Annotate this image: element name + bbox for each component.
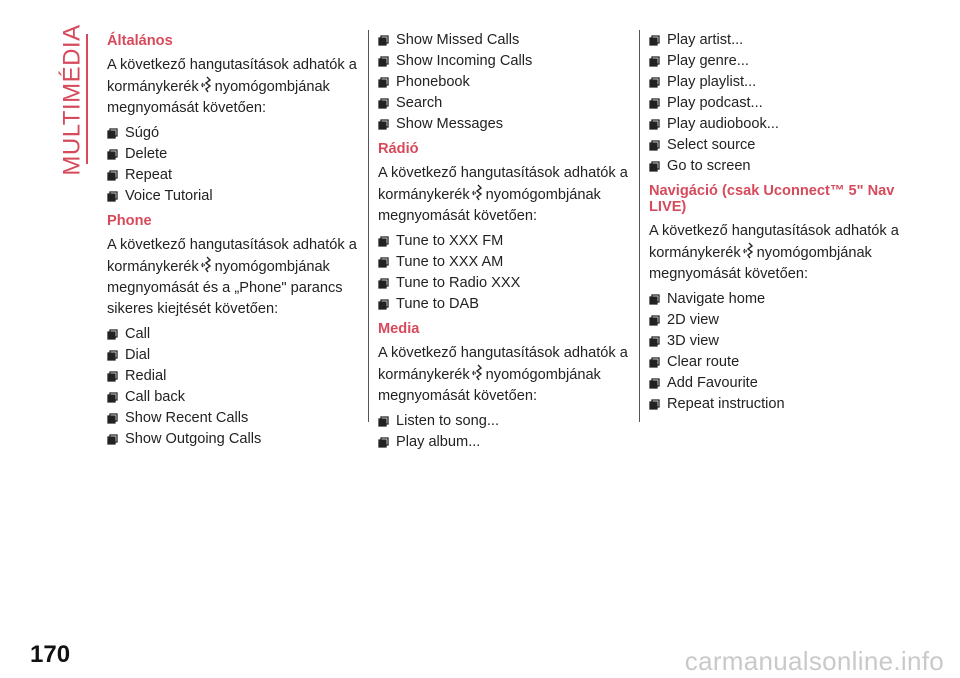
list-item: Call	[107, 324, 362, 345]
list-item: Tune to XXX AM	[378, 252, 633, 273]
list-item: Repeat instruction	[649, 394, 911, 415]
list-phone	[107, 324, 362, 450]
voice-command-icon	[471, 184, 485, 201]
checkbox-square-icon	[649, 357, 660, 368]
checkbox-square-icon	[107, 350, 118, 361]
list-item: Show Messages	[378, 114, 633, 135]
heading-phone: Phone	[107, 213, 152, 229]
list-item: Play podcast...	[649, 93, 911, 114]
list-item: Repeat	[107, 165, 362, 186]
checkbox-square-icon	[378, 278, 389, 289]
voice-command-icon	[742, 242, 756, 259]
checkbox-square-icon	[107, 149, 118, 160]
list-item: Add Favourite	[649, 373, 911, 394]
list-item: 2D view	[649, 310, 911, 331]
watermark: carmanualsonline.info	[684, 646, 944, 676]
list-general	[107, 123, 362, 207]
column-3	[649, 30, 911, 421]
checkbox-square-icon	[107, 413, 118, 424]
list-item: Show Missed Calls	[378, 30, 633, 51]
voice-command-icon	[200, 256, 214, 273]
list-item: Show Outgoing Calls	[107, 429, 362, 450]
checkbox-square-icon	[649, 119, 660, 130]
list-item: Redial	[107, 366, 362, 387]
checkbox-square-icon	[649, 336, 660, 347]
checkbox-square-icon	[649, 77, 660, 88]
list-radio	[378, 231, 633, 315]
checkbox-square-icon	[107, 371, 118, 382]
column-2	[378, 30, 633, 459]
checkbox-square-icon	[649, 56, 660, 67]
checkbox-square-icon	[378, 416, 389, 427]
list-item: Call back	[107, 387, 362, 408]
checkbox-square-icon	[378, 119, 389, 130]
heading-media: Media	[378, 321, 420, 337]
checkbox-square-icon	[378, 299, 389, 310]
list-item: Show Incoming Calls	[378, 51, 633, 72]
checkbox-square-icon	[649, 399, 660, 410]
list-item: Play audiobook...	[649, 114, 911, 135]
page-number: 170	[30, 641, 71, 668]
checkbox-square-icon	[649, 161, 660, 172]
section-title: MULTIMÉDIA	[59, 24, 87, 176]
list-item: Listen to song...	[378, 411, 633, 432]
column-1	[107, 30, 362, 456]
intro-radio: A következő hangutasítások adhatók a kormánykerék nyomógombjának megnyomását követően:	[378, 165, 628, 224]
list-item: Dial	[107, 345, 362, 366]
heading-navigation: Navigáció (csak Uconnect™ 5" Nav LIVE)	[649, 183, 895, 215]
checkbox-square-icon	[378, 35, 389, 46]
voice-command-icon	[471, 364, 485, 381]
list-item: Tune to DAB	[378, 294, 633, 315]
checkbox-square-icon	[649, 378, 660, 389]
list-phone-continued	[378, 30, 633, 135]
list-item: 3D view	[649, 331, 911, 352]
checkbox-square-icon	[107, 434, 118, 445]
list-item: Play genre...	[649, 51, 911, 72]
heading-general: Általános	[107, 33, 173, 49]
checkbox-square-icon	[649, 98, 660, 109]
list-item: Súgó	[107, 123, 362, 144]
checkbox-square-icon	[378, 257, 389, 268]
checkbox-square-icon	[649, 315, 660, 326]
checkbox-square-icon	[107, 392, 118, 403]
checkbox-square-icon	[378, 98, 389, 109]
list-item: Clear route	[649, 352, 911, 373]
checkbox-square-icon	[107, 191, 118, 202]
list-item: Voice Tutorial	[107, 186, 362, 207]
section-divider	[86, 34, 88, 164]
checkbox-square-icon	[649, 35, 660, 46]
intro-phone: A következő hangutasítások adhatók a kormánykerék nyomógombjának megnyomását és a „Phone" parancs sikeres kiejtését követően:	[107, 237, 357, 317]
checkbox-square-icon	[649, 140, 660, 151]
list-item: Play album...	[378, 432, 633, 453]
list-item: Show Recent Calls	[107, 408, 362, 429]
checkbox-square-icon	[107, 128, 118, 139]
list-item: Phonebook	[378, 72, 633, 93]
intro-general: A következő hangutasítások adhatók a kormánykerék nyomógombjának megnyomását követően:	[107, 57, 357, 116]
intro-navigation: A következő hangutasítások adhatók a kormánykerék nyomógombjának megnyomását követően:	[649, 223, 899, 282]
list-item: Play playlist...	[649, 72, 911, 93]
list-item: Delete	[107, 144, 362, 165]
column-divider	[639, 30, 640, 422]
checkbox-square-icon	[107, 170, 118, 181]
list-media-continued	[649, 30, 911, 177]
list-item: Go to screen	[649, 156, 911, 177]
intro-media: A következő hangutasítások adhatók a kormánykerék nyomógombjának megnyomását követően:	[378, 345, 628, 404]
list-media	[378, 411, 633, 453]
list-item: Play artist...	[649, 30, 911, 51]
checkbox-square-icon	[649, 294, 660, 305]
checkbox-square-icon	[378, 437, 389, 448]
checkbox-square-icon	[107, 329, 118, 340]
list-item: Tune to XXX FM	[378, 231, 633, 252]
list-item: Select source	[649, 135, 911, 156]
list-item: Search	[378, 93, 633, 114]
list-item: Navigate home	[649, 289, 911, 310]
heading-radio: Rádió	[378, 141, 419, 157]
checkbox-square-icon	[378, 56, 389, 67]
voice-command-icon	[200, 76, 214, 93]
list-item: Tune to Radio XXX	[378, 273, 633, 294]
checkbox-square-icon	[378, 236, 389, 247]
column-divider	[368, 30, 369, 422]
checkbox-square-icon	[378, 77, 389, 88]
list-navigation	[649, 289, 911, 415]
